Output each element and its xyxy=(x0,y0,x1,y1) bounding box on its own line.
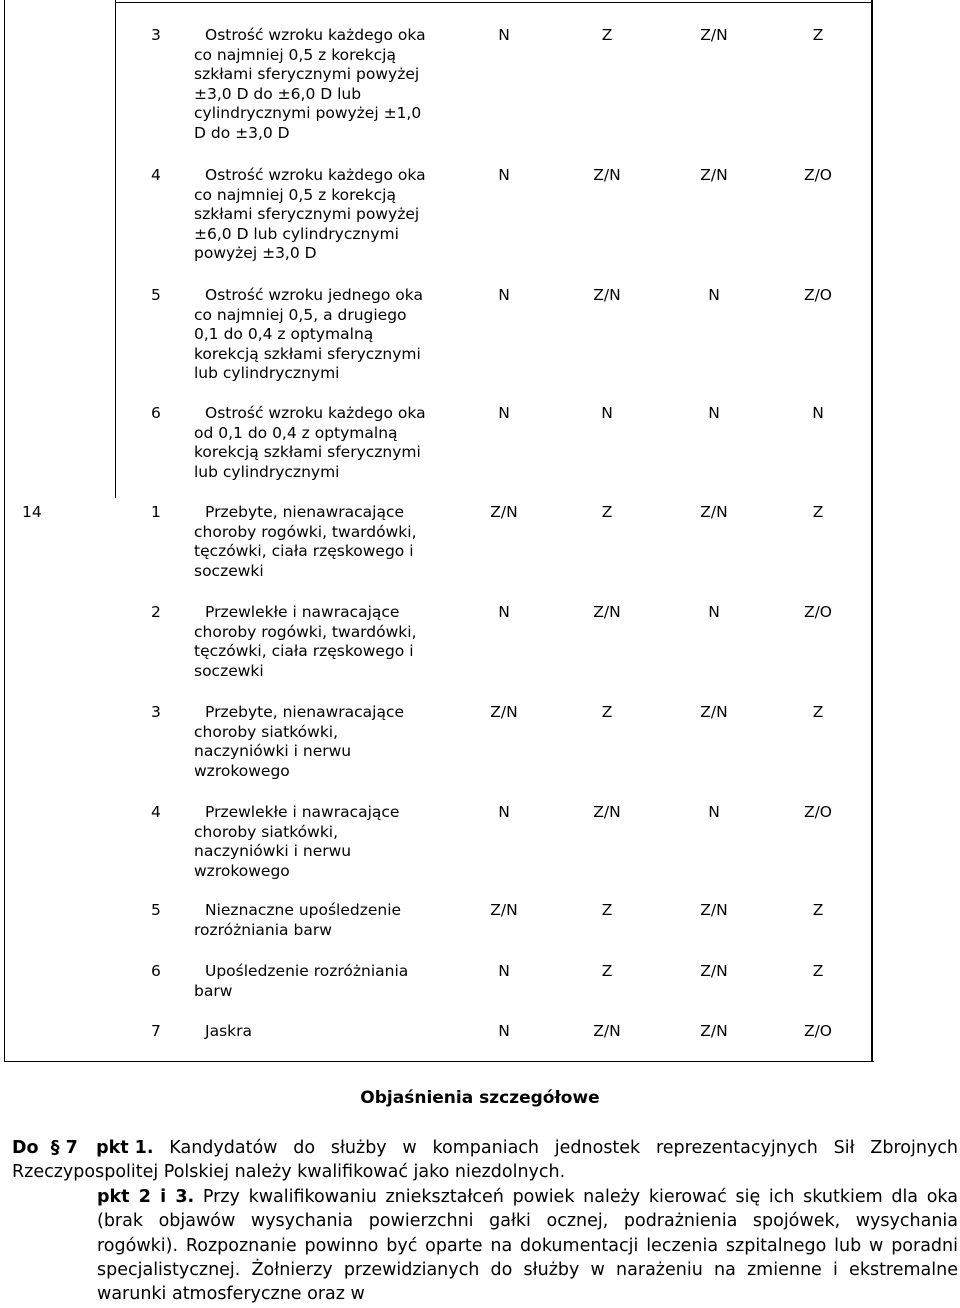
item-description xyxy=(194,166,454,264)
category-value-1: N xyxy=(498,26,510,44)
category-value-3: Z/N xyxy=(700,166,728,184)
category-value-4: Z/O xyxy=(803,603,833,621)
description-line: korekcją szkłami sferycznymi xyxy=(194,344,421,363)
category-value-2: Z xyxy=(601,703,613,721)
item-description xyxy=(194,26,454,144)
description-line: Przewlekłe i nawracające xyxy=(205,603,400,621)
category-value-2: N xyxy=(601,404,613,422)
description-line: tęczówki, ciała rzęskowego i xyxy=(194,642,414,661)
item-number: 6 xyxy=(151,404,161,422)
item-description xyxy=(194,286,454,384)
description-line: Przewlekłe i nawracające xyxy=(205,803,400,821)
category-value-3: N xyxy=(708,603,720,621)
description-line: szkłami sferycznymi powyżej xyxy=(194,65,420,84)
item-description xyxy=(194,603,454,681)
description-line: barw xyxy=(194,981,233,1000)
description-line: Jaskra xyxy=(205,1022,252,1040)
category-value-4: Z xyxy=(812,962,824,980)
item-description xyxy=(194,703,454,781)
description-line: Ostrość wzroku każdego oka xyxy=(205,404,426,422)
item-description xyxy=(194,803,454,881)
description-line: naczyniówki i nerwu xyxy=(194,742,352,761)
category-value-1: N xyxy=(498,286,510,304)
paragraph-text: Przy kwalifikowaniu zniekształceń powiek należy kierować się ich skutkiem dla oka (brak objawów wysychania powierzchni gałki ocznej, podrażnienia spojówek, wysychania rogówki). Rozpoznanie powinno być oparte na dokumentacji leczenia szpitalnego lub w poradni specjalistycznej. Żołnierzy przewidzianych do służby w narażeniu na zmienne i ekstremalne warunki atmosferyczne oraz w xyxy=(97,1186,958,1305)
description-line: co najmniej 0,5 z korekcją xyxy=(194,185,396,204)
category-value-1: N xyxy=(498,603,510,621)
description-line: D do ±3,0 D xyxy=(194,123,290,142)
description-line: od 0,1 do 0,4 z optymalną xyxy=(194,423,398,442)
description-line: wzrokowego xyxy=(194,861,290,880)
category-value-3: Z/N xyxy=(700,1022,728,1040)
description-line: choroby rogówki, twardówki, xyxy=(194,622,417,641)
description-line: lub cylindrycznymi xyxy=(194,462,340,481)
item-description xyxy=(194,503,454,581)
category-value-3: Z/N xyxy=(700,503,728,521)
category-value-3: Z/N xyxy=(700,703,728,721)
item-number: 3 xyxy=(151,26,161,44)
category-value-3: N xyxy=(708,404,720,422)
description-line: Przebyte, nienawracające xyxy=(205,703,405,721)
category-value-4: Z/O xyxy=(803,166,833,184)
item-number: 4 xyxy=(151,166,161,184)
category-value-4: Z/O xyxy=(803,803,833,821)
item-description xyxy=(194,901,454,940)
item-number: 5 xyxy=(151,286,161,304)
category-value-4: Z/O xyxy=(803,286,833,304)
description-line: szkłami sferycznymi powyżej xyxy=(194,205,420,224)
description-line: choroby siatkówki, xyxy=(194,722,339,741)
category-value-3: Z/N xyxy=(700,26,728,44)
description-line: naczyniówki i nerwu xyxy=(194,842,352,861)
category-value-3: N xyxy=(708,803,720,821)
item-number: 3 xyxy=(151,703,161,721)
item-number: 1 xyxy=(151,503,161,521)
category-value-2: Z/N xyxy=(593,166,621,184)
description-line: Ostrość wzroku każdego oka xyxy=(205,26,426,44)
description-line: lub cylindrycznymi xyxy=(194,364,340,383)
paragraph-text: Kandydatów do służby w kompaniach jednostek reprezentacyjnych Sił Zbrojnych Rzeczypospolitej Polskiej należy kwalifikować jako niezdolnych. xyxy=(12,1138,958,1183)
item-description xyxy=(194,962,454,1001)
group-number: 14 xyxy=(22,503,42,521)
category-value-2: Z/N xyxy=(593,603,621,621)
description-line: korekcją szkłami sferycznymi xyxy=(194,443,421,462)
description-line: 0,1 do 0,4 z optymalną xyxy=(194,325,374,344)
category-value-2: Z/N xyxy=(593,1022,621,1040)
paragraph-pkt-1 xyxy=(12,1136,958,1185)
description-line: soczewki xyxy=(194,561,264,580)
explanations xyxy=(12,1136,958,1307)
description-line: Nieznaczne upośledzenie xyxy=(205,901,402,919)
paragraph-pkt-2-3 xyxy=(12,1185,958,1307)
category-value-2: Z/N xyxy=(593,803,621,821)
description-line: cylindrycznymi powyżej ±1,0 xyxy=(194,104,422,123)
description-line: powyżej ±3,0 D xyxy=(194,244,317,263)
description-line: Ostrość wzroku jednego oka xyxy=(205,286,423,304)
item-number: 4 xyxy=(151,803,161,821)
category-value-4: N xyxy=(812,404,824,422)
category-value-1: Z/N xyxy=(490,703,518,721)
description-line: Przebyte, nienawracające xyxy=(205,503,405,521)
category-value-1: Z/N xyxy=(490,901,518,919)
category-value-2: Z xyxy=(601,26,613,44)
category-value-2: Z/N xyxy=(593,286,621,304)
category-value-4: Z xyxy=(812,503,824,521)
category-value-1: N xyxy=(498,962,510,980)
item-number: 2 xyxy=(151,603,161,621)
category-value-4: Z/O xyxy=(803,1022,833,1040)
description-line: wzrokowego xyxy=(194,761,290,780)
category-value-3: N xyxy=(708,286,720,304)
category-value-2: Z xyxy=(601,503,613,521)
description-line: rozróżniania barw xyxy=(194,920,332,939)
description-line: tęczówki, ciała rzęskowego i xyxy=(194,542,414,561)
description-line: ±6,0 D lub cylindrycznymi xyxy=(194,224,399,243)
category-value-2: Z xyxy=(601,901,613,919)
category-value-3: Z/N xyxy=(700,962,728,980)
category-value-1: N xyxy=(498,404,510,422)
item-description xyxy=(194,1022,454,1042)
item-description xyxy=(194,404,454,482)
item-number: 6 xyxy=(151,962,161,980)
table-top-border xyxy=(115,2,873,3)
description-line: soczewki xyxy=(194,661,264,680)
category-value-4: Z xyxy=(812,703,824,721)
category-value-4: Z xyxy=(812,901,824,919)
section-heading: Objaśnienia szczegółowe xyxy=(360,1088,600,1108)
paragraph-prefix: Do § 7 pkt 1. xyxy=(12,1138,154,1158)
category-value-3: Z/N xyxy=(700,901,728,919)
description-line: choroby siatkówki, xyxy=(194,822,339,841)
description-line: ±3,0 D do ±6,0 D lub xyxy=(194,84,362,103)
item-number: 7 xyxy=(151,1022,161,1040)
table-right-border xyxy=(871,0,873,1061)
category-value-1: N xyxy=(498,1022,510,1040)
category-value-1: N xyxy=(498,803,510,821)
category-value-4: Z xyxy=(812,26,824,44)
description-line: co najmniej 0,5, a drugiego xyxy=(194,305,407,324)
category-value-1: N xyxy=(498,166,510,184)
description-line: co najmniej 0,5 z korekcją xyxy=(194,45,396,64)
paragraph-prefix: pkt 2 i 3. xyxy=(97,1186,195,1207)
description-line: Ostrość wzroku każdego oka xyxy=(205,166,426,184)
description-line: choroby rogówki, twardówki, xyxy=(194,522,417,541)
category-value-1: Z/N xyxy=(490,503,518,521)
item-number: 5 xyxy=(151,901,161,919)
category-value-2: Z xyxy=(601,962,613,980)
table-inner-border xyxy=(115,0,116,498)
description-line: Upośledzenie rozróżniania xyxy=(205,962,409,980)
